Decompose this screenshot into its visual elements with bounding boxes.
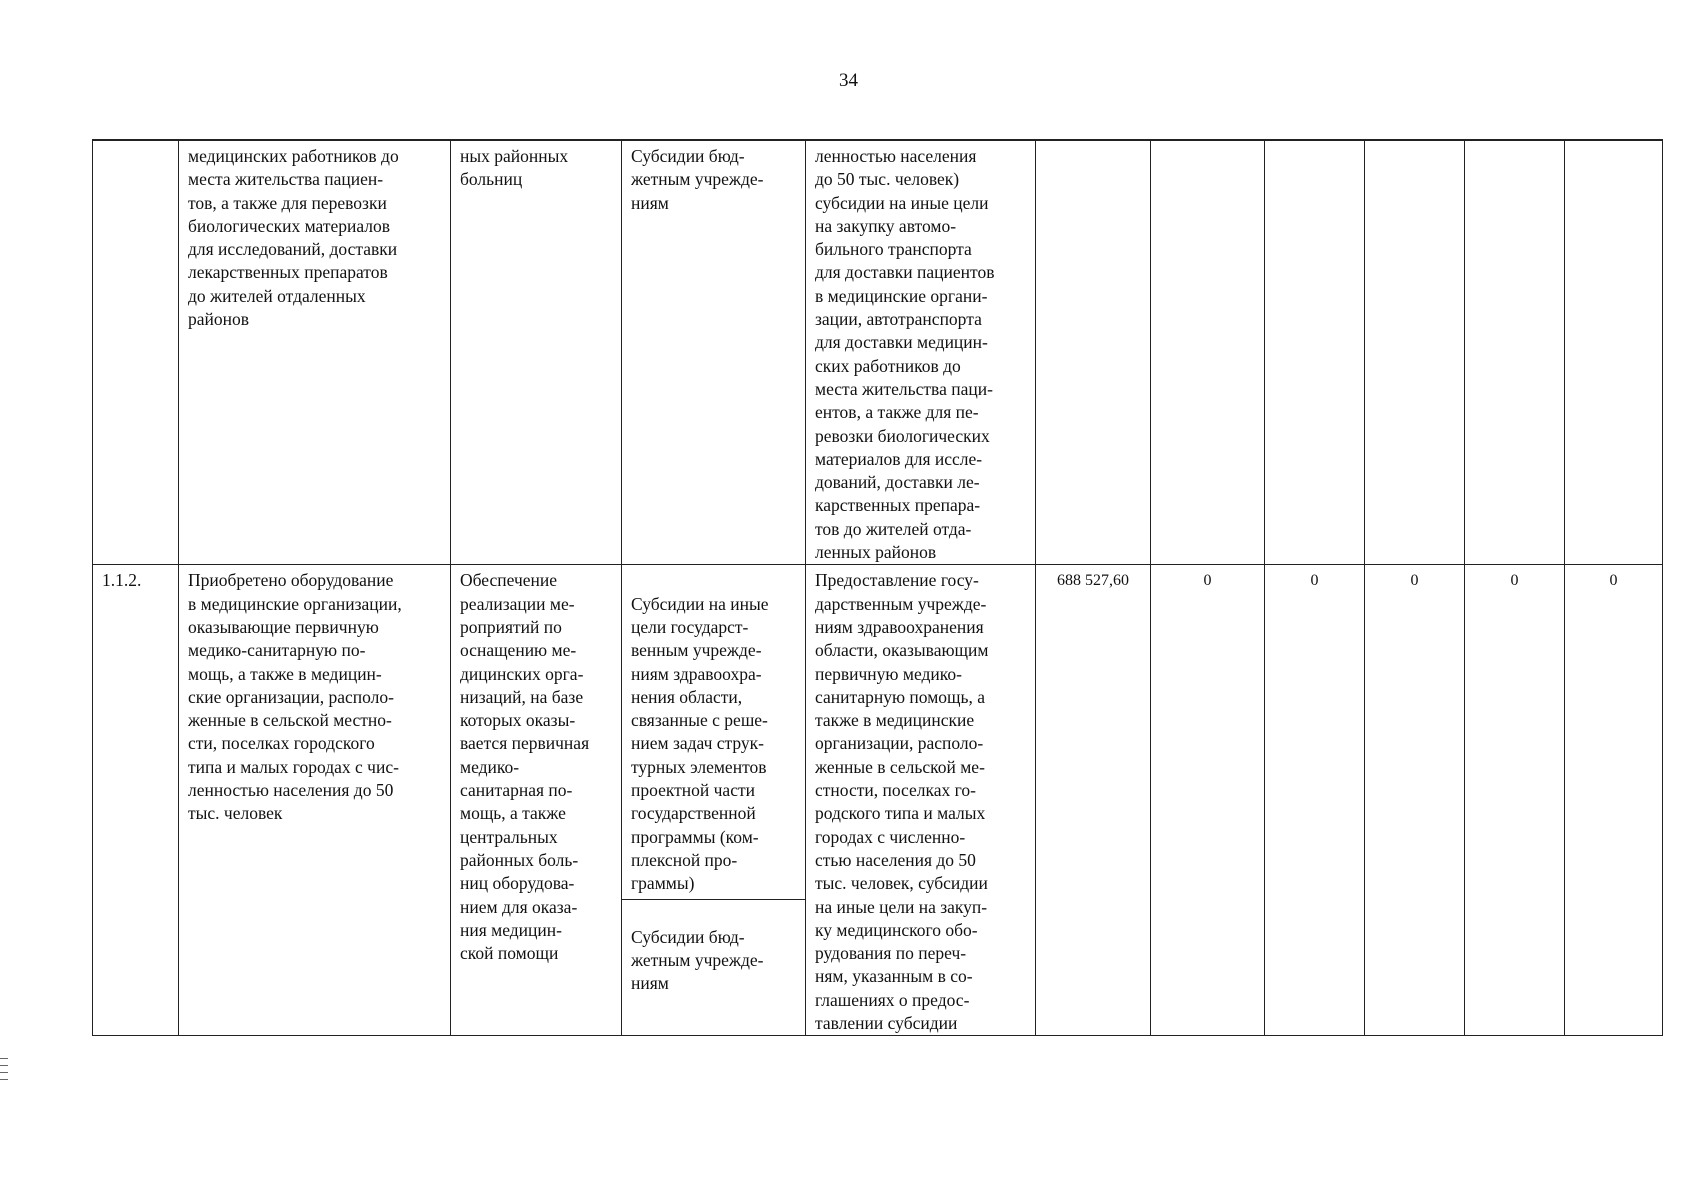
description-cell: ленностью населения до 50 тыс. человек) субсидии на иные цели на закупку автомо- бильного транспорта для доставки пациентов в медицинские органи- зации, автотранспорта для доставки медицин- ских работников до места жительства паци- ентов, а также для пе- ревозки биологических материалов для иссле- дований, доставки ле- карственных препара- тов до жителей отда- ленных районов (806, 140, 1036, 565)
value-cell: 0 (1365, 565, 1465, 1036)
source-text: Субсидии бюд- жетным учрежде- ниям (631, 146, 764, 213)
value-cell (1465, 140, 1565, 565)
result-cell: медицинских работников до места жительства пациен- тов, а также для перевозки биологических материалов для исследований, доставки лекарственных препаратов до жителей отдаленных районов (179, 140, 451, 565)
measure-cell: Обеспечение реализации ме- роприятий по оснащению ме- дицинских орга- низаций, на базе которых оказы- вается первичная медико- санитарная по- мощь, а также центральных районных боль- ниц оборудова- нием для оказа- ния медицин- ской помощи (451, 565, 622, 1036)
value-cell: 0 (1465, 565, 1565, 1036)
value-cell: 688 527,60 (1036, 565, 1151, 1036)
row-index: 1.1.2. (93, 565, 179, 1036)
value-cell: 0 (1265, 565, 1365, 1036)
value-cell: 0 (1151, 565, 1265, 1036)
page-number: 34 (839, 70, 858, 91)
source-text: Субсидии бюд- жетным учрежде- ниям (631, 926, 764, 994)
table-row (93, 565, 1663, 1036)
value-cell: 0 (1565, 565, 1663, 1036)
result-cell: Приобретено оборудование в медицинские организации, оказывающие первичную медико-санитарную по- мощь, а также в медицин- ские организации, располо- женные в сельской местно- сти, поселках городского типа и малых городах с чис- ленностью населения до 50 тыс. человек (179, 565, 451, 1036)
program-table (92, 139, 1663, 1036)
value-cell (1151, 140, 1265, 565)
value-cell (1036, 140, 1151, 565)
source-cell (622, 140, 806, 565)
row-index (93, 140, 179, 565)
value-cell (1365, 140, 1465, 565)
table-row (93, 140, 1663, 565)
source-cell (622, 565, 806, 1036)
description-cell: Предоставление госу- дарственным учрежде- ниям здравоохранения области, оказывающим первичную медико- санитарную помощь, а также в медицинские организации, располо- женные в сельской ме- стности, поселках го- родского типа и малых городах с численно- стью населения до 50 тыс. человек, субсидии на иные цели на закуп- ку медицинского обо- рудования по переч- ням, указанным в со- глашениях о предос- тавлении субсидии (806, 565, 1036, 1036)
value-cell (1565, 140, 1663, 565)
value-cell (1265, 140, 1365, 565)
scan-margin-marks (0, 1058, 10, 1086)
source-text: Субсидии на иные цели государст- венным учрежде- ниям здравоохра- нения области, связанные с реше- нием задач струк- турных элементов проектной части государственной программы (ком- плексной про- граммы) (622, 593, 805, 900)
measure-cell: ных районных больниц (451, 140, 622, 565)
